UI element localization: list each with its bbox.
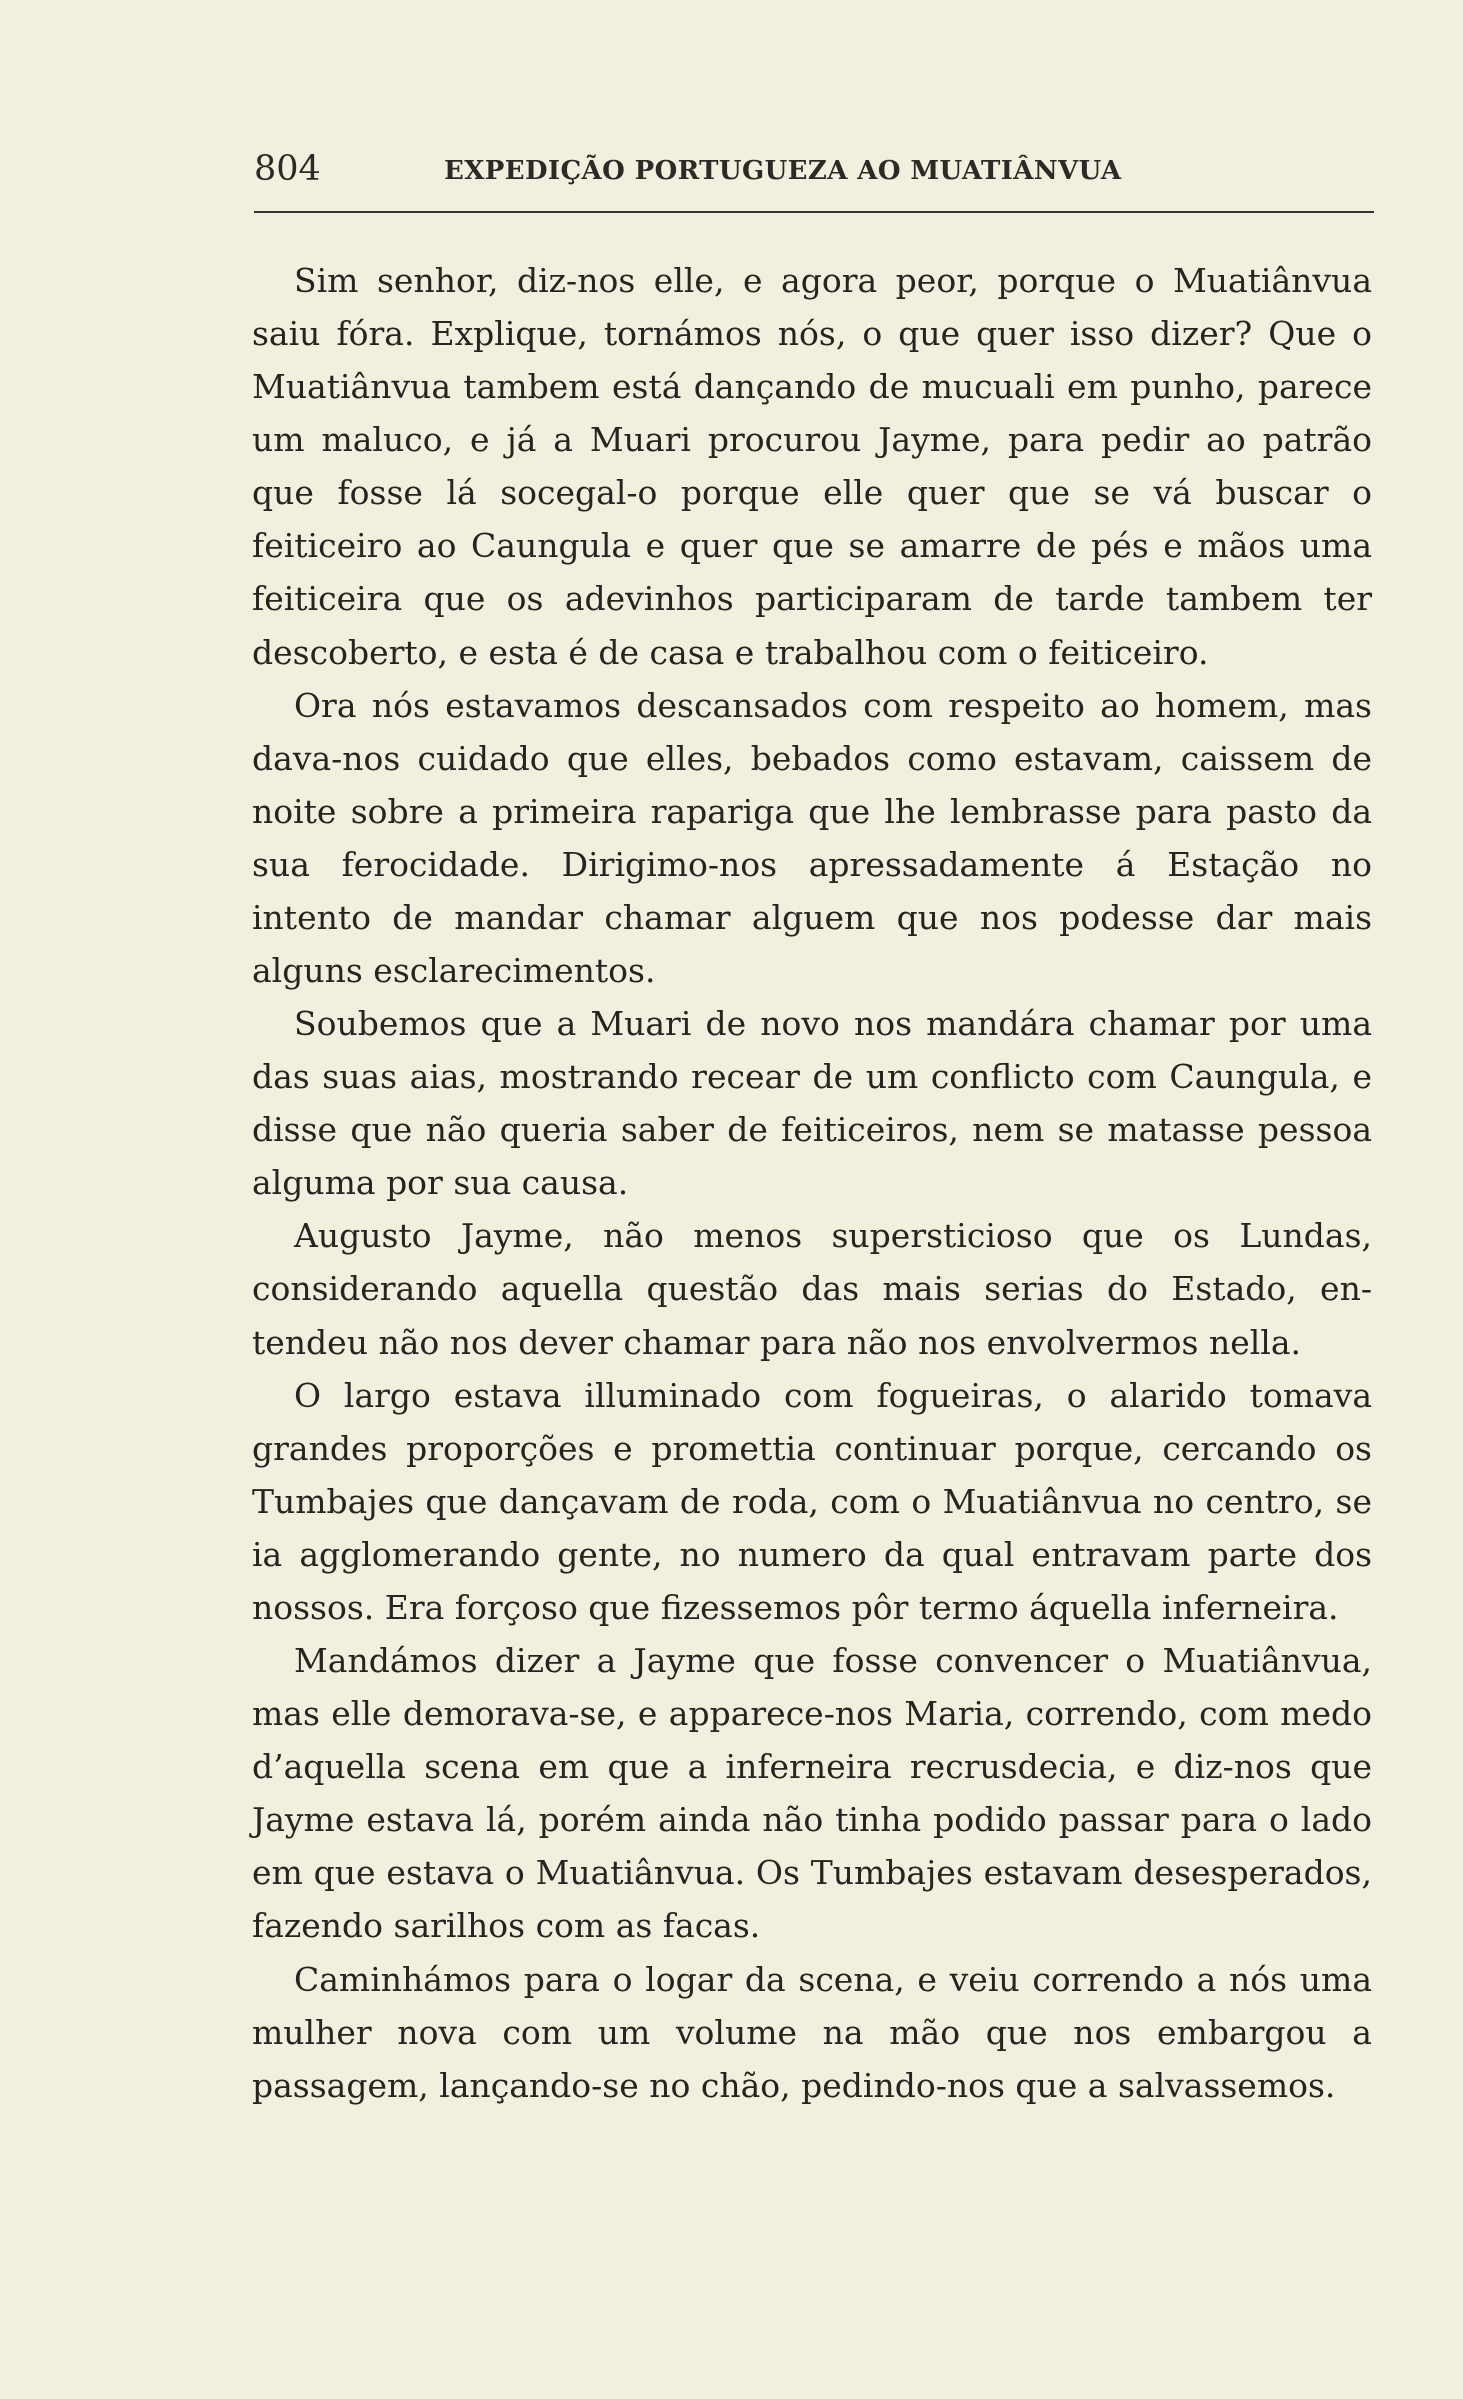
paragraph-2: Ora nós estavamos descansados com respeito ao homem, mas dava-nos cuidado que elles, bebados como estavam, caissem de noite sobre a primeira rapariga que lhe lembrasse para pasto da sua ferocidade. Dirigimo-nos apressadamente á Estação no intento de mandar chamar alguem que nos podesse dar mais alguns esclarecimentos. bbox=[252, 685, 1372, 991]
running-title: EXPEDIÇÃO PORTUGUEZA AO MUATIÂNVUA bbox=[444, 156, 1122, 186]
body-text bbox=[252, 254, 1372, 2112]
paragraph-5: O largo estava illuminado com fogueiras, o alarido tomava grandes proporções e promettia continuar porque, cercando os Tumbajes que dançavam de roda, com o Muatiânvua no centro, se ia agglomerando gente, no numero da qual entravam parte dos nossos. Era forçoso que fizessemos pôr termo áquella inferneira. bbox=[252, 1375, 1372, 1627]
running-head bbox=[254, 148, 1374, 198]
paragraph-6: Mandámos dizer a Jayme que fosse convencer o Muatiânvua, mas elle demorava-se, e apparece-nos Maria, correndo, com medo d’aquella scena em que a inferneira recrusdecia, e diz-nos que Jayme estava lá, porém ainda não tinha podido passar para o lado em que estava o Muatiânvua. Os Tumbajes estavam desesperados, fazendo sarilhos com as facas. bbox=[252, 1641, 1372, 1946]
header-rule bbox=[254, 211, 1374, 213]
paragraph-3: Soubemos que a Muari de novo nos mandára chamar por uma das suas aias, mostrando recear de um conflicto com Caungula, e disse que não queria saber de feiticeiros, nem se matasse pessoa alguma por sua causa. bbox=[252, 1004, 1372, 1203]
page-number: 804 bbox=[254, 149, 321, 189]
paragraph-7: Caminhámos para o logar da scena, e veiu correndo a nós uma mulher nova com um volume na mão que nos embargou a passagem, lançando-se no chão, pedindo-nos que a salvassemos. bbox=[252, 1959, 1372, 2105]
paragraph-4: Augusto Jayme, não menos supersticioso que os Lundas, considerando aquella questão das mais serias do Estado, entendeu não nos dever chamar para não nos envolvermos nella. bbox=[252, 1216, 1372, 1362]
paragraph-1: Sim senhor, diz-nos elle, e agora peor, porque o Muatiânvua saiu fóra. Explique, tornámos nós, o que quer isso dizer? Que o Muatiânvua tambem está dançando de mucuali em punho, parece um maluco, e já a Muari procurou Jayme, para pedir ao patrão que fosse lá socegal-o porque elle quer que se vá buscar o feiticeiro ao Caungula e quer que se amarre de pés e mãos uma feiticeira que os adevinhos participaram de tarde tambem ter descoberto, e esta é de casa e trabalhou com o feiticeiro. bbox=[252, 261, 1372, 672]
